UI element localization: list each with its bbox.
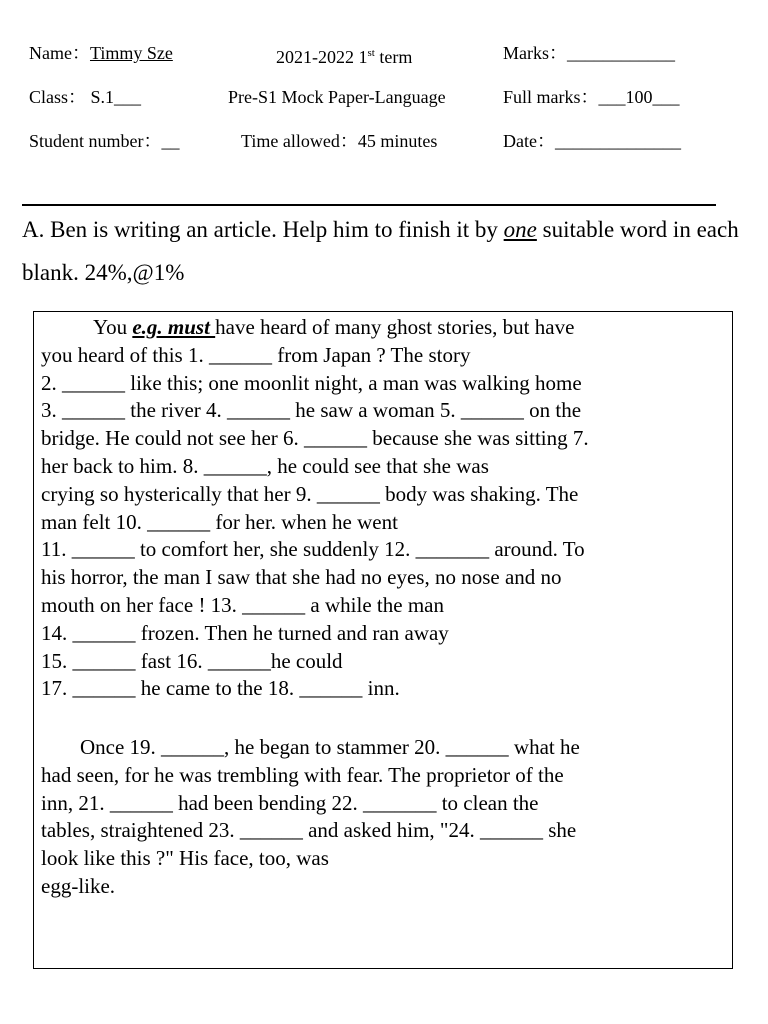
class-field: [29, 86, 141, 108]
student-number-label: Student number：: [29, 131, 162, 151]
name-label: Name：: [29, 43, 90, 63]
example-answer: e.g. must: [132, 315, 216, 339]
full-marks-label: Full marks：: [503, 87, 599, 107]
passage-line: 3. ______ the river 4. ______ he saw a woman 5. ______ on the: [41, 398, 582, 423]
name-field: [29, 42, 173, 64]
passage-line: 2. ______ like this; one moonlit night, a man was walking home: [41, 370, 582, 395]
passage-line: her back to him. 8. ______, he could see that she was: [41, 453, 489, 478]
date-field: [503, 130, 681, 152]
passage-line: man felt 10. ______ for her. when he went: [41, 509, 398, 534]
line1-end: have heard of many ghost stories, but have: [215, 315, 575, 339]
year-superscript: st: [367, 47, 375, 59]
school-year: [276, 42, 412, 68]
passage-paragraph-1: [41, 314, 731, 703]
passage-line: look like this ?" His face, too, was: [41, 846, 329, 871]
passage-line: 14. ______ frozen. Then he turned and ran away: [41, 620, 449, 645]
time-allowed: Time allowed：45 minutes: [241, 131, 438, 151]
passage-paragraph-2: [41, 734, 731, 901]
passage-line: had seen, for he was trembling with fear. The proprietor of the: [41, 762, 564, 787]
passage-line: you heard of this 1. ______ from Japan ? The story: [41, 342, 471, 367]
passage-line: egg-like.: [41, 873, 116, 898]
marks-blank[interactable]: ____________: [567, 43, 675, 63]
name-value[interactable]: Timmy Sze: [89, 43, 173, 63]
class-label: Class：: [29, 87, 87, 107]
instruction-emphasis: one: [503, 217, 537, 242]
passage-line: mouth on her face ! 13. ______ a while the man: [41, 592, 444, 617]
date-label: Date：: [503, 131, 555, 151]
passage-line: inn, 21. ______ had been bending 22. _______ to clean the: [41, 790, 539, 815]
full-marks-value: ___100___: [598, 87, 680, 107]
marks-label: Marks：: [503, 43, 567, 63]
passage-line: 15. ______ fast 16. ______he could: [41, 648, 343, 673]
full-marks-field: [503, 86, 680, 108]
passage-line: [41, 314, 731, 342]
passage-line: his horror, the man I saw that she had no eyes, no nose and no: [41, 565, 562, 590]
instruction-text-start: A. Ben is writing an article. Help him to finish it by: [22, 217, 504, 242]
passage-line: bridge. He could not see her 6. ______ because she was sitting 7.: [41, 426, 589, 451]
header-divider: [22, 204, 716, 206]
passage-line: 11. ______ to comfort her, she suddenly 12. _______ around. To: [41, 537, 585, 562]
passage-line: [41, 734, 731, 762]
date-blank[interactable]: ______________: [554, 131, 681, 151]
instruction-text-end: suitable word in each blank. 24%,@1%: [22, 217, 739, 285]
student-number-blank[interactable]: __: [161, 131, 180, 151]
paper-title: Pre-S1 Mock Paper-Language: [228, 87, 446, 107]
para2-first-line: Once 19. ______, he began to stammer 20. ______ what he: [80, 735, 580, 759]
section-a-instruction: [22, 208, 762, 294]
year-text: 2021-2022 1: [276, 47, 368, 67]
line1-start: You: [93, 315, 133, 339]
passage-line: 17. ______ he came to the 18. ______ inn.: [41, 676, 400, 701]
passage-line: crying so hysterically that her 9. ______ body was shaking. The: [41, 481, 579, 506]
marks-field: [503, 42, 675, 64]
student-number-field: [29, 130, 180, 152]
passage-line: tables, straightened 23. ______ and asked him, "24. ______ she: [41, 818, 577, 843]
term-text: term: [374, 47, 413, 67]
class-value[interactable]: S.1___: [90, 87, 142, 107]
